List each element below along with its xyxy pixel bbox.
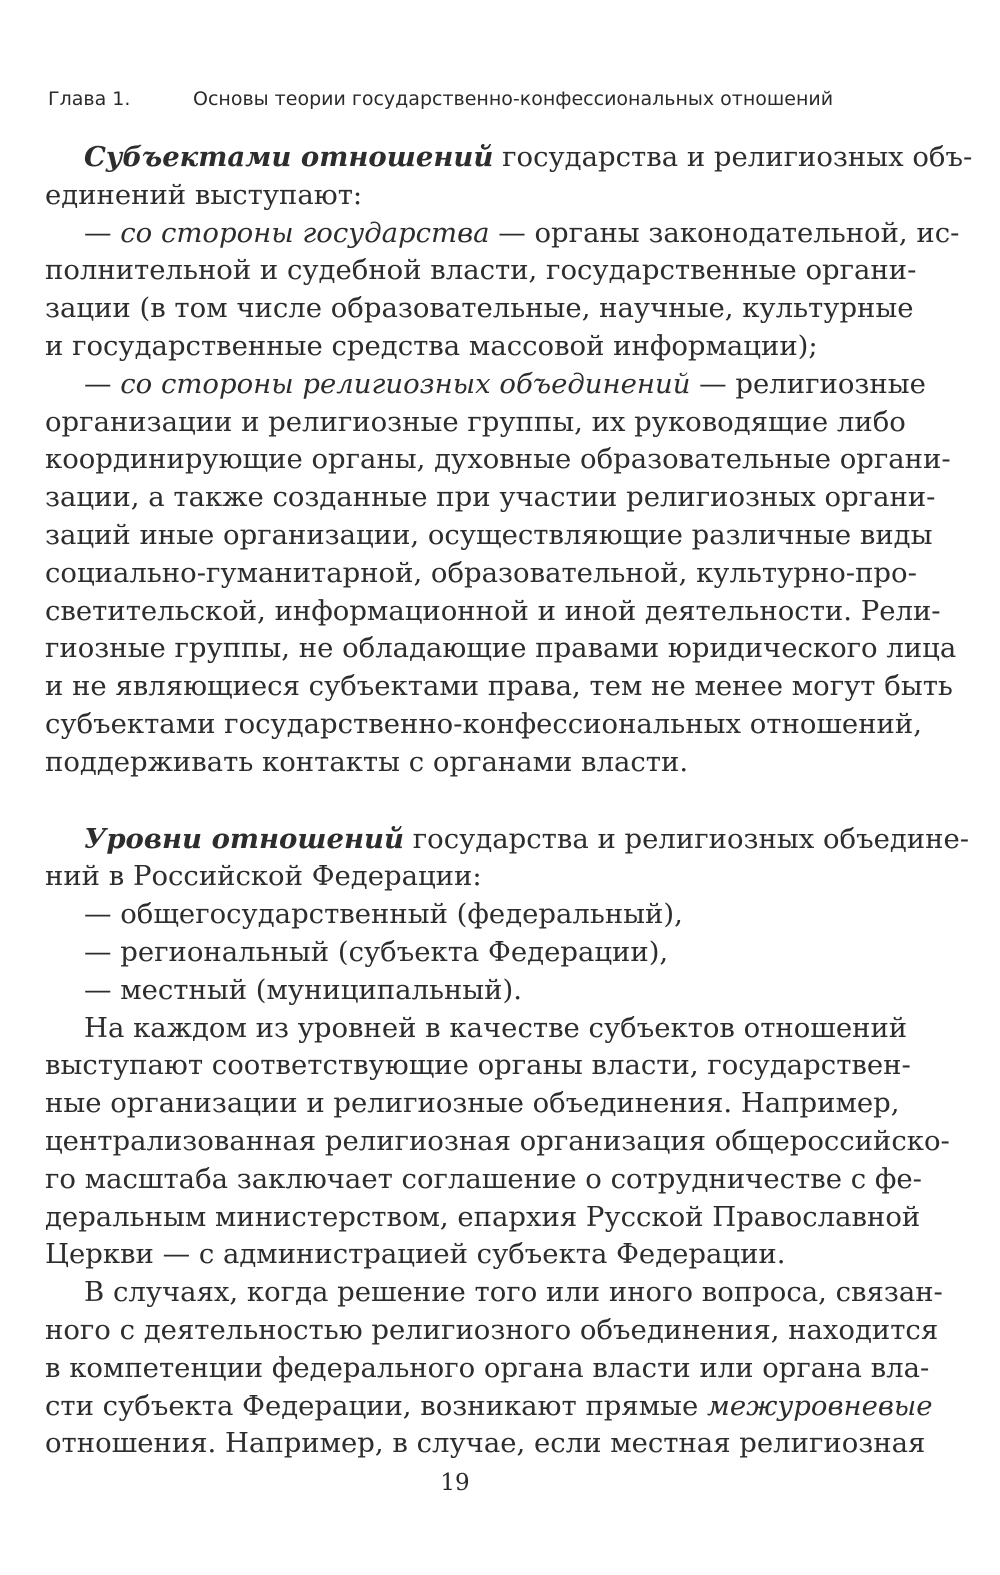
term-interlevel: межуровневые: [707, 1389, 933, 1422]
text-line: заций иные организации, осуществляющие различные виды: [45, 518, 933, 551]
text-line: в компетенции федерального органа власти или органа вла-: [45, 1351, 930, 1384]
paragraph-levels: [45, 821, 970, 1010]
chapter-label: Глава 1.: [48, 88, 131, 110]
text-line: На каждом из уровней в качестве субъектов отношений: [84, 1011, 908, 1044]
body-text: [45, 139, 973, 1463]
running-header: [48, 88, 928, 110]
text-line: Уровни отношений государства и религиозных объедине-: [84, 822, 970, 855]
text-line: ний в Российской Федерации:: [45, 860, 482, 893]
text-line: и не являющиеся субъектами права, тем не менее могут быть: [45, 670, 953, 703]
paragraph-interlevel: [45, 1274, 943, 1463]
text-line: ного с деятельностью религиозного объединения, находится: [45, 1313, 939, 1346]
text-line: Субъектами отношений государства и религиозных объ-: [84, 141, 973, 173]
text-line: зации (в том числе образовательные, научные, культурные: [45, 292, 914, 325]
text-line: Церкви — с администрацией субъекта Федерации.: [45, 1238, 786, 1271]
text-line: го масштаба заключает соглашение о сотрудничестве с фе-: [45, 1162, 922, 1195]
text-line: социально-гуманитарной, образовательной, культурно-про-: [45, 556, 917, 589]
text-line: единений выступают:: [45, 178, 363, 211]
text-line: гиозные группы, не обладающие правами юридического лица: [45, 632, 957, 665]
list-item-federal: — общегосударственный (федеральный),: [84, 898, 683, 931]
text-line: зации, а также созданные при участии религиозных органи-: [45, 481, 936, 514]
text-line: отношения. Например, в случае, если местная религиозная: [45, 1427, 926, 1460]
list-item-local: — местный (муниципальный).: [84, 973, 522, 1006]
list-item-regional: — региональный (субъекта Федерации),: [84, 935, 669, 968]
text-line: сти субъекта Федерации, возникают прямые межуровневые: [45, 1389, 933, 1422]
text-line: полнительной и судебной власти, государственные органи-: [45, 254, 917, 287]
text-line: координирующие органы, духовные образовательные органи-: [45, 443, 951, 476]
text-line: деральным министерством, епархия Русской Православной: [45, 1200, 921, 1233]
term-state-side: со стороны государства: [120, 216, 490, 249]
text-line: выступают соответствующие органы власти, государствен-: [45, 1049, 911, 1082]
text-line: В случаях, когда решение того или иного вопроса, связан-: [84, 1276, 943, 1309]
text-line: централизованная религиозная организация общероссийско-: [45, 1124, 950, 1157]
text-line: ные организации и религиозные объединения. Например,: [45, 1087, 900, 1120]
text-line: поддерживать контакты с органами власти.: [45, 745, 689, 778]
list-item-state: — со стороны государства — органы законодательной, ис-: [84, 216, 960, 249]
paragraph-each-level: [45, 1010, 950, 1275]
chapter-title: Основы теории государственно-конфессиональных отношений: [193, 88, 834, 110]
term-religious-side: со стороны религиозных объединений: [120, 367, 691, 400]
text-line: субъектами государственно-конфессиональных отношений,: [45, 707, 922, 740]
page-number: 19: [440, 1470, 470, 1496]
paragraph-subjects: [45, 139, 973, 782]
term-subjects: Субъектами отношений: [84, 141, 494, 173]
paragraph-gap: [45, 782, 869, 821]
text-line: организации и религиозные группы, их руководящие либо: [45, 405, 906, 438]
text-line: светительской, информационной и иной деятельности. Рели-: [45, 594, 941, 627]
text-line: и государственные средства массовой информации);: [45, 329, 818, 362]
term-levels: Уровни отношений: [84, 822, 405, 855]
list-item-religious: — со стороны религиозных объединений — религиозные: [84, 367, 926, 400]
